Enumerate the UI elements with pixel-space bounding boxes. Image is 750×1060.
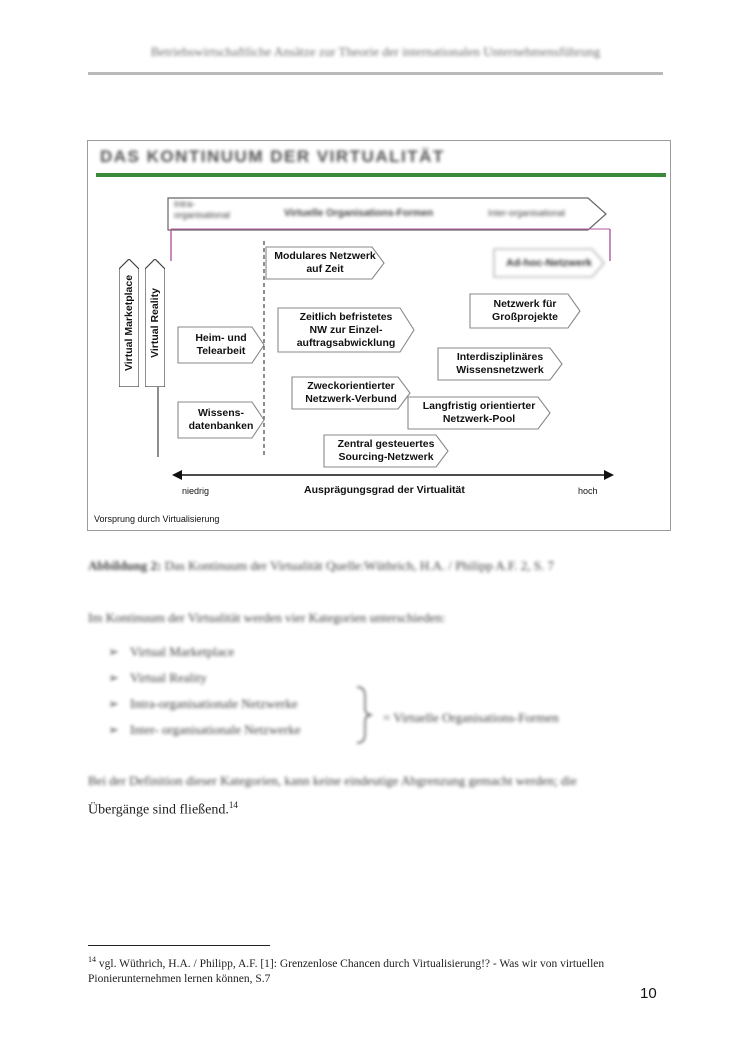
box-interdis-label: Interdisziplinäres Wissensnetzwerk: [456, 351, 544, 376]
footnote-text: vgl. Wüthrich, H.A. / Philipp, A.F. [1]: Grenzenlose Chancen durch Virtualisierung!? - Was wir von virtuellen Pionierunternehmen lernen können, S.7: [88, 957, 605, 985]
virtuality-axis-arrow: [172, 469, 614, 481]
box-langfristig: [408, 397, 550, 429]
list-item: ➢ Inter- organisationale Netzwerke: [108, 722, 301, 737]
box-zentral-label: Zentral gesteuertes Sourcing-Netzwerk: [337, 438, 435, 463]
header-rule: [88, 72, 663, 75]
virtual-marketplace-label: Virtual Marketplace: [123, 274, 135, 372]
top-arrow-right-label: Inter-organisational: [488, 208, 566, 218]
bullet-text: Virtual Reality: [130, 670, 207, 685]
paragraph-line2-text: Übergänge sind fließend.: [88, 802, 229, 818]
list-item: ➢ Virtual Marketplace: [108, 644, 235, 659]
box-modulares-label: Modulares Netzwerk auf Zeit: [274, 250, 376, 275]
box-interdisziplinaeres: [438, 348, 562, 380]
box-heim-label: Heim- und Telearbeit: [195, 332, 247, 357]
box-wissens-label: Wissens- datenbanken: [188, 407, 254, 432]
page-number: 10: [640, 985, 657, 1002]
caption-label: Abbildung 2:: [88, 558, 162, 573]
virtual-reality-arrow: [145, 259, 165, 387]
running-header: Betriebswirtschaftliche Ansätze zur Theorie der internationalen Unternehmensführung: [150, 44, 601, 59]
box-ad-hoc-label: Ad-hoc-Netzwerk: [506, 256, 592, 269]
box-wissensdatenbanken: [178, 402, 264, 438]
virtual-reality-label: Virtual Reality: [149, 288, 161, 358]
caption-text: Das Kontinuum der Virtualität Quelle:Wüthrich, H.A. / Philipp A.F. 2, S. 7: [164, 558, 554, 573]
figure-footer-note: Vorsprung durch Virtualisierung: [94, 514, 220, 524]
axis-title: Ausprägungsgrad der Virtualität: [304, 484, 465, 496]
box-heim-telearbeit: [178, 327, 264, 363]
figure-caption: [88, 558, 554, 574]
box-modulares-netzwerk: [266, 247, 384, 279]
top-arrow-center-label: Virtuelle Organisations-Formen: [284, 208, 434, 219]
box-zweckorientierter: [292, 377, 410, 409]
box-gross-label: Netzwerk für Großprojekte: [492, 298, 558, 323]
brace-label: = Virtuelle Organisations-Formen: [383, 710, 559, 725]
virtual-marketplace-arrow: [119, 259, 139, 387]
list-item: ➢ Virtual Reality: [108, 670, 207, 685]
paragraph-line1: Bei der Definition dieser Kategorien, kann keine eindeutige Abgrenzung gemacht werden; die: [88, 773, 577, 788]
axis-high-label: hoch: [578, 486, 598, 496]
curly-brace: [355, 686, 373, 744]
box-zweck-label: Zweckorientierter Netzwerk-Verbund: [305, 380, 397, 405]
box-langfristig-label: Langfristig orientierter Netzwerk-Pool: [422, 400, 536, 425]
bullet-text: Virtual Marketplace: [130, 644, 235, 659]
bullet-text: Inter- organisationale Netzwerke: [130, 722, 301, 737]
footnote: [88, 952, 663, 987]
box-zeitlich-label: Zeitlich befristetes NW zur Einzel- auftragsabwicklung: [296, 310, 396, 349]
intro-sentence: Im Kontinuum der Virtualität werden vier Kategorien unterschieden:: [88, 610, 446, 625]
footnote-rule: [88, 945, 270, 946]
axis-low-label: niedrig: [182, 486, 210, 496]
footnote-number: 14: [88, 955, 96, 964]
bullet-text: Intra-organisationale Netzwerke: [130, 696, 298, 711]
top-arrow-left-label: Intra- organisational: [174, 199, 231, 220]
box-grossprojekte: [470, 294, 580, 328]
box-ad-hoc-netzwerk: [494, 249, 604, 277]
paragraph-line2: [88, 800, 238, 819]
figure-title: DAS KONTINUUM DER VIRTUALITÄT: [100, 147, 445, 166]
box-zeitlich-befristetes: [278, 308, 414, 352]
list-item: ➢ Intra-organisationale Netzwerke: [108, 696, 298, 711]
box-zentral-gesteuertes: [324, 435, 448, 467]
footnote-reference: 14: [228, 800, 238, 810]
figure-virtuality-continuum: [87, 140, 671, 531]
